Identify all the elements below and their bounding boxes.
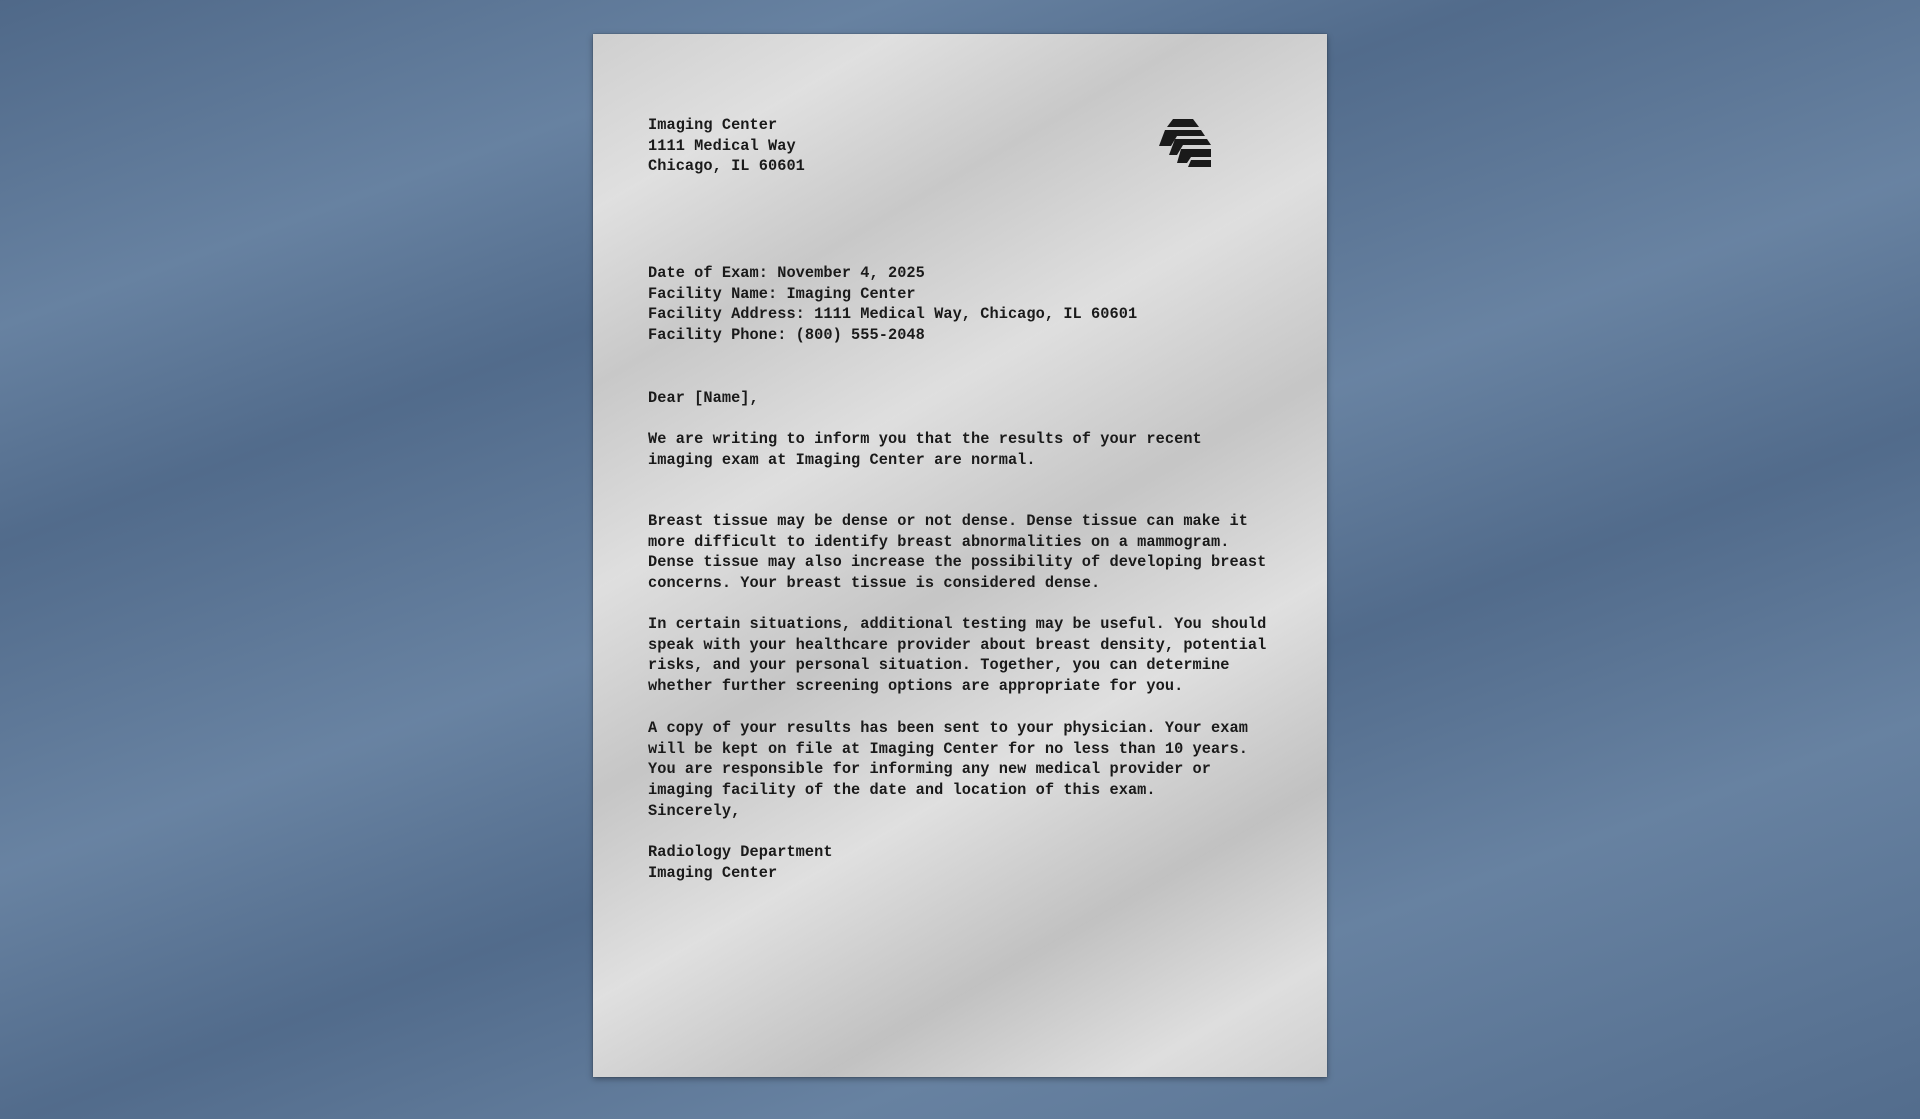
paragraph-density: Breast tissue may be dense or not dense. Dense tissue can make it more difficult to identify breast abnormalities on a mammogram. Dense tissue may also increase the possibility of developing breast concerns. Your breast tissue is considered dense.	[648, 512, 1267, 593]
exam-date: Date of Exam: November 4, 2025	[648, 264, 925, 282]
sender-city: Chicago, IL 60601	[648, 157, 805, 176]
sender-name: Imaging Center	[648, 116, 778, 134]
facility-phone: Facility Phone: (800) 555-2048	[648, 326, 925, 345]
paragraph-additional-testing: In certain situations, additional testing may be useful. You should speak with your healthcare provider about breast density, potential risks, and your personal situation. Together, you can determine whether further screening options are appropriate for you.	[648, 615, 1267, 696]
paragraph-results: We are writing to inform you that the results of your recent imaging exam at Imaging Center are normal.	[648, 430, 1202, 469]
facility-address: Facility Address: 1111 Medical Way, Chicago, IL 60601	[648, 305, 1138, 324]
signature-department: Radiology Department	[648, 843, 833, 861]
stacked-chevron-logo-icon	[1155, 119, 1211, 169]
signature-organization: Imaging Center	[648, 863, 778, 882]
greeting: Dear [Name],	[648, 389, 759, 407]
letter-page	[593, 34, 1327, 1077]
facility-name: Facility Name: Imaging Center	[648, 284, 916, 303]
exam-info	[648, 263, 1288, 346]
signature	[648, 842, 1288, 883]
paragraph-records: A copy of your results has been sent to your physician. Your exam will be kept on file at Imaging Center for no less than 10 years. You are responsible for informing any new medical provider or imaging facility of the date and location of this exam.	[648, 719, 1248, 800]
closing: Sincerely,	[648, 802, 741, 820]
sender-street: 1111 Medical Way	[648, 136, 796, 155]
